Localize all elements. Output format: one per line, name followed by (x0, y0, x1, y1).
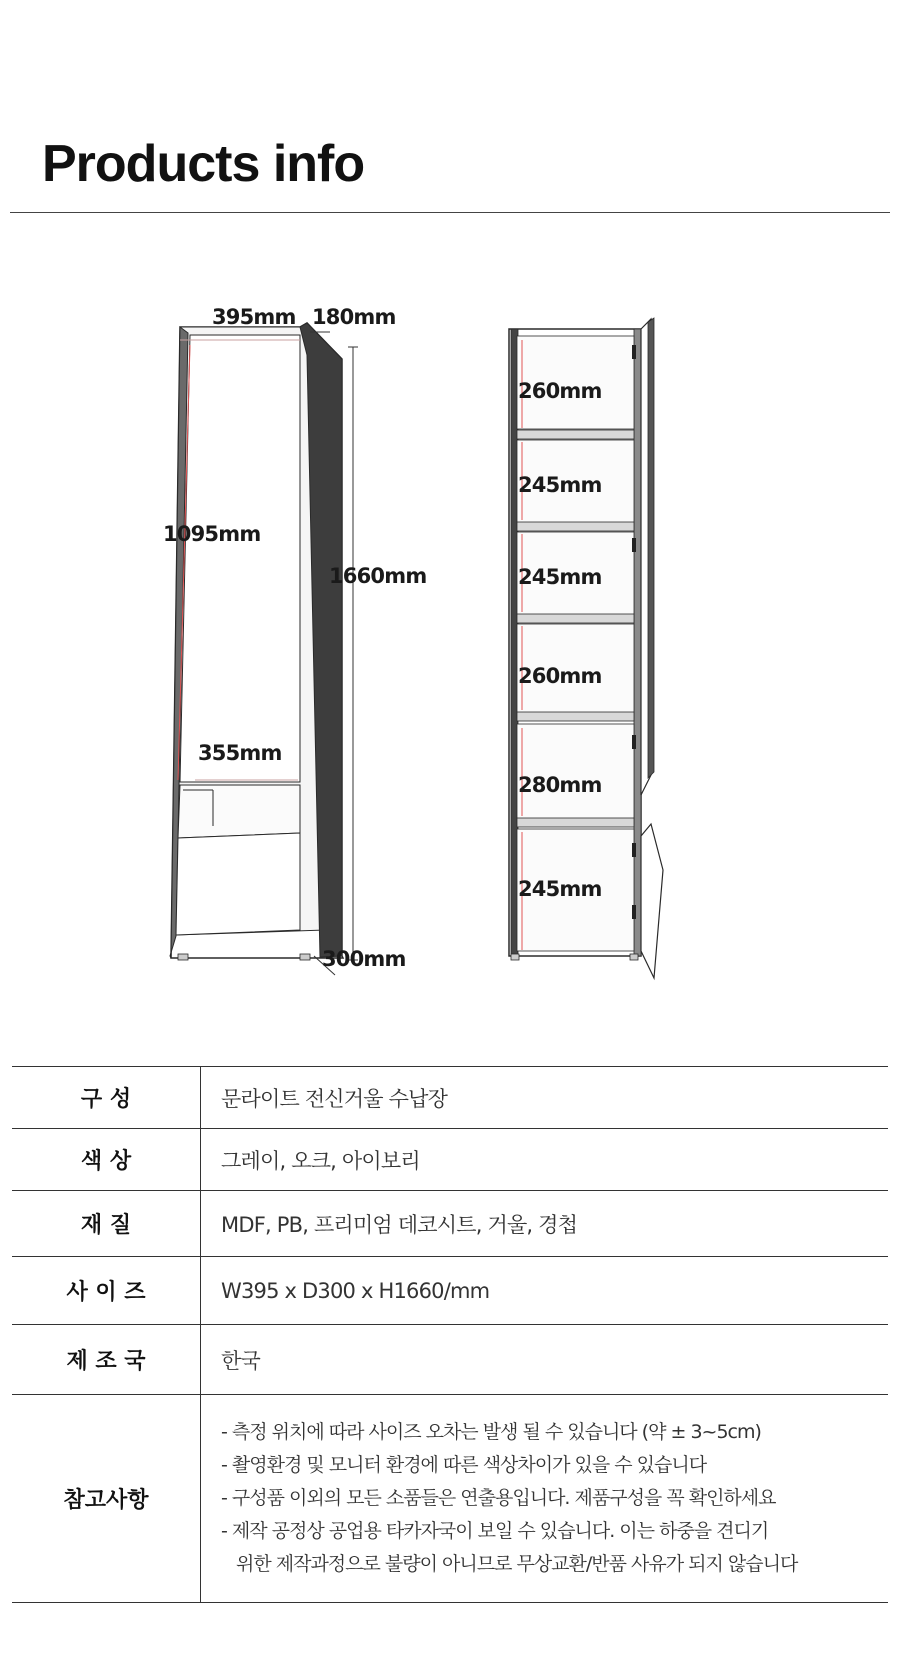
page-title: Products info (42, 135, 365, 193)
spec-label-notes: 참고사항 (12, 1395, 201, 1603)
spec-value-size: W395 x D300 x H1660/mm (221, 1278, 490, 1303)
spec-row-material (12, 1191, 888, 1257)
shelf-6-height-label: 245mm (518, 877, 602, 901)
spec-value-material: MDF, PB, 프리미엄 데코시트, 거울, 경첩 (221, 1212, 578, 1237)
front-view-drawing (170, 323, 343, 960)
spec-label-color: 색 상 (12, 1129, 201, 1191)
spec-row-origin (12, 1325, 888, 1395)
shelf-1-height-label: 260mm (518, 379, 602, 403)
shelf-4-height-label: 260mm (518, 664, 602, 688)
spec-label-material: 재 질 (12, 1191, 201, 1257)
spec-row-size (12, 1257, 888, 1325)
spec-value-notes (201, 1395, 889, 1603)
spec-row-composition (12, 1067, 888, 1129)
dim-depth-top-label: 180mm (312, 305, 396, 329)
spec-row-color (12, 1129, 888, 1191)
shelf-2-height-label: 245mm (518, 473, 602, 497)
note-line: - 촬영환경 및 모니터 환경에 따른 색상차이가 있을 수 있습니다 (221, 1454, 707, 1476)
spec-row-notes (12, 1395, 888, 1603)
note-line: 위한 제작과정으로 불량이 아니므로 무상교환/반품 사유가 되지 않습니다 (236, 1553, 798, 1575)
spec-value-origin: 한국 (221, 1348, 260, 1373)
shelf-3-height-label: 245mm (518, 565, 602, 589)
note-line: - 측정 위치에 따라 사이즈 오차는 발생 될 수 있습니다 (약 ± 3~5cm) (221, 1421, 761, 1443)
spec-value-composition: 문라이트 전신거울 수납장 (221, 1086, 448, 1111)
dim-mirror-height-label: 1095mm (163, 522, 261, 546)
spec-label-composition: 구 성 (12, 1067, 201, 1129)
product-dimension-diagram (0, 290, 900, 1030)
shelf-5-height-label: 280mm (518, 773, 602, 797)
title-divider (10, 212, 890, 213)
dim-inner-width-label: 355mm (198, 741, 282, 765)
dim-depth-bottom-label: 300mm (322, 947, 406, 971)
note-line: - 구성품 이외의 모든 소품들은 연출용입니다. 제품구성을 꼭 확인하세요 (221, 1487, 776, 1509)
product-spec-table (12, 1066, 888, 1603)
dim-width-label: 395mm (212, 305, 296, 329)
spec-label-origin: 제 조 국 (12, 1325, 201, 1395)
spec-label-size: 사 이 즈 (12, 1257, 201, 1325)
note-line: - 제작 공정상 공업용 타카자국이 보일 수 있습니다. 이는 하중을 견디기 (221, 1520, 769, 1542)
notes-list (221, 1416, 888, 1581)
spec-value-color: 그레이, 오크, 아이보리 (221, 1148, 420, 1173)
dim-total-height-label: 1660mm (329, 564, 427, 588)
